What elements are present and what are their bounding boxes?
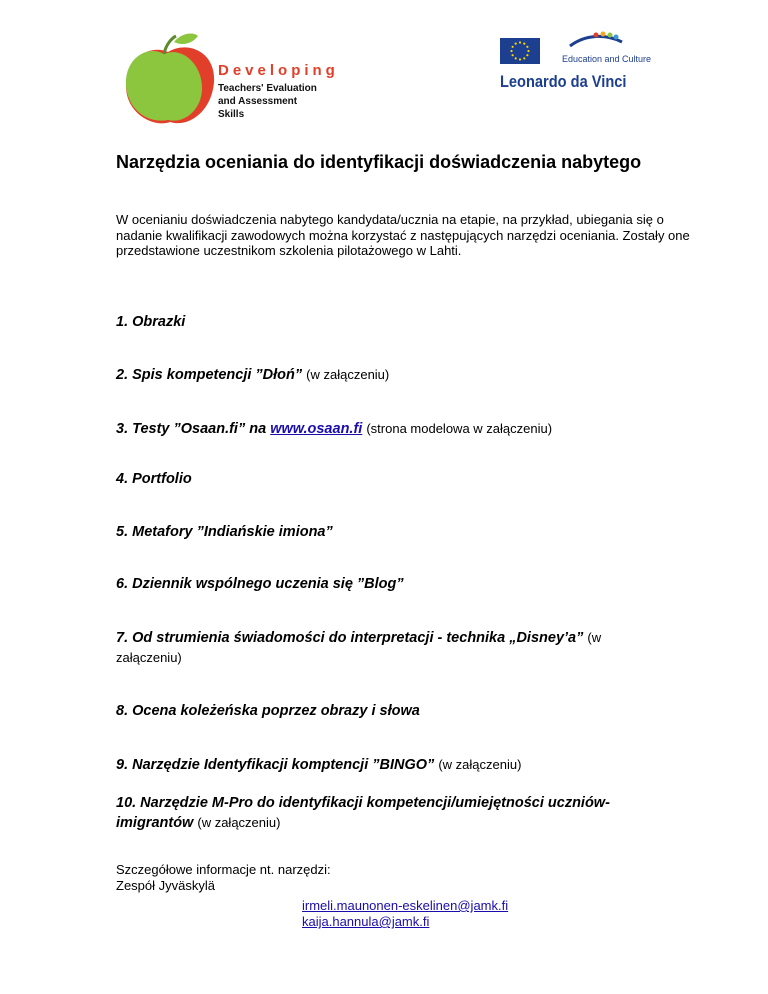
logo-subtitle-line1: Teachers' Evaluation (218, 83, 317, 94)
list-item (116, 755, 696, 775)
list-item (116, 313, 696, 332)
program-label: Education and Culture (562, 54, 652, 64)
education-culture-swoosh-icon (566, 30, 626, 52)
list-item (116, 419, 696, 439)
item-note: (w załączeniu) (116, 630, 602, 665)
item-note: (w załączeniu) (197, 815, 281, 830)
apple-logo-icon (118, 30, 218, 130)
footer-info (116, 862, 331, 894)
list-item (116, 702, 696, 721)
item-text: 8. Ocena koleżeńska poprzez obrazy i słowa (116, 703, 420, 719)
item-text: 2. Spis kompetencji ”Dłoń” (116, 367, 303, 383)
item-text: 9. Narzędzie Identyfikacji komptencji ”BINGO” (116, 757, 435, 773)
email-link[interactable]: irmeli.maunonen-eskelinen@jamk.fi (302, 898, 509, 913)
item-text: 6. Dziennik wspólnego uczenia się ”Blog” (116, 576, 404, 592)
osaan-link[interactable]: www.osaan.fi (270, 421, 363, 437)
developing-logo (118, 30, 339, 130)
logo-title: Developing (218, 62, 339, 79)
list-item (116, 628, 656, 668)
item-note: (strona modelowa w załączeniu) (366, 421, 553, 436)
item-text: 7. Od strumienia świadomości do interpretacji - technika „Disney’a” (116, 630, 584, 646)
logo-subtitle (218, 82, 318, 121)
list-item (116, 794, 666, 833)
item-text: 3. Testy ”Osaan.fi” na (116, 421, 271, 437)
item-note: (w załączeniu) (306, 367, 390, 382)
item-text: 5. Metafory ”Indiańskie imiona” (116, 524, 333, 540)
list-item (116, 523, 696, 542)
item-text: 4. Portfolio (116, 471, 192, 487)
item-text: 1. Obrazki (116, 314, 186, 330)
intro-paragraph: W ocenianiu doświadczenia nabytego kandydata/ucznia na etapie, na przykład, ubiegania się o nadanie kwalifikacji zawodowych można korzystać z następujących narzędzi oceniania. Zostały one przedstawione uczestnikom szkolenia pilotażowego w Lahti. (116, 212, 690, 258)
list-item (116, 365, 696, 385)
eu-flag-icon (500, 38, 540, 64)
contact-emails (302, 898, 508, 930)
leonardo-da-vinci-label: Leonardo da Vinci (500, 72, 627, 91)
leonardo-logo (498, 30, 658, 100)
item-text: 10. Narzędzie M-Pro do identyfikacji kompetencji/umiejętności uczniów-imigrantów (116, 795, 610, 831)
logo-subtitle-line2: and Assessment Skills (218, 96, 298, 120)
footer-line1: Szczegółowe informacje nt. narzędzi: (116, 862, 331, 877)
list-item (116, 470, 696, 489)
item-note: (w załączeniu) (438, 757, 522, 772)
footer-line2: Zespół Jyväskylä (116, 878, 215, 893)
document-title: Narzędzia oceniania do identyfikacji doświadczenia nabytego (116, 152, 642, 172)
list-item (116, 575, 696, 594)
email-link[interactable]: kaija.hannula@jamk.fi (302, 914, 430, 929)
